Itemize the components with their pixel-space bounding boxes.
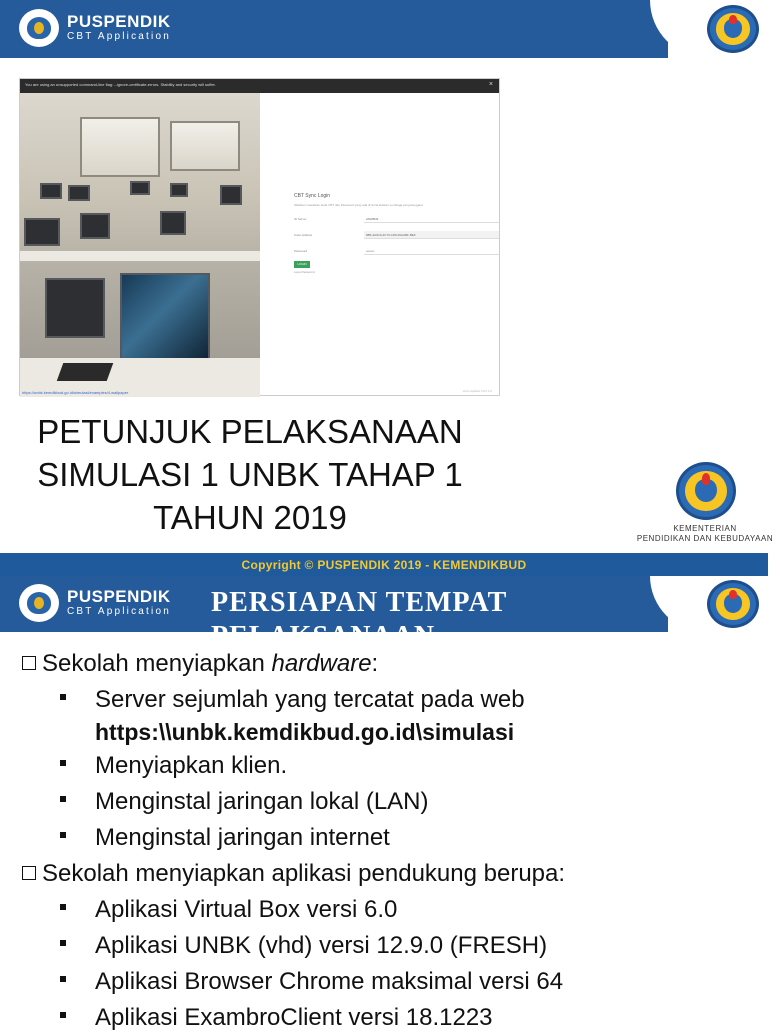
checkbox-bullet-icon	[22, 866, 36, 880]
kemendikbud-logo-icon	[676, 462, 736, 520]
list-item-url: https:\\unbk.kemdikbud.go.id\simulasi	[95, 719, 515, 745]
brand-subtitle: CBT Application	[67, 606, 171, 617]
list-item: Menginstal jaringan internet	[22, 820, 752, 856]
login-form-title: CBT Sync Login	[294, 193, 331, 199]
login-field-app-code: Kode Aplikasi 9B5-4A3C9-4C73-CD6-00AABF-BEF	[294, 231, 499, 240]
slide-1-title	[0, 410, 500, 539]
cbt-login-screenshot	[19, 78, 500, 396]
checkbox-bullet-icon	[22, 656, 36, 670]
header-curve	[650, 0, 710, 58]
list-item: Aplikasi Browser Chrome maksimal versi 64	[22, 964, 752, 1000]
bullet-list	[22, 646, 752, 1036]
square-bullet-icon	[60, 832, 66, 838]
computer-lab-photo	[20, 93, 260, 397]
square-bullet-icon	[60, 904, 66, 910]
list-item: Aplikasi UNBK (vhd) versi 12.9.0 (FRESH)	[22, 928, 752, 964]
title-line: PETUNJUK PELAKSANAAN	[37, 413, 463, 450]
square-bullet-icon	[60, 796, 66, 802]
list-item: Sekolah menyiapkan aplikasi pendukung berupa:	[22, 856, 752, 892]
title-line: SIMULASI 1 UNBK TAHAP 1	[37, 456, 463, 493]
photo-source-link: https://unbk.kemdikbud.go.id/simulasi/examples/4.wallpaper	[22, 390, 129, 395]
ministry-name: KEMENTERIAN PENDIDIKAN DAN KEBUDAYAAN	[636, 524, 774, 543]
warning-text: You are using an unsupported command-line flag: --ignore-certificate-errors. Stability and security will suffer.	[25, 82, 216, 87]
list-item: Aplikasi Virtual Box versi 6.0	[22, 892, 752, 928]
login-field-password: Password ••••••••	[294, 247, 499, 256]
tut-wuri-handayani-logo-icon	[707, 5, 759, 53]
login-field-server-id: ID Server 2A00B43	[294, 215, 499, 224]
puspendik-logo	[19, 584, 171, 622]
slide-2	[0, 576, 768, 1031]
browser-warning-bar	[20, 79, 499, 93]
puspendik-logo	[19, 9, 171, 47]
copyright-text: Copyright © PUSPENDIK 2019 - KEMENDIKBUD	[241, 558, 527, 572]
list-item: Sekolah menyiapkan hardware:	[22, 646, 752, 682]
square-bullet-icon	[60, 694, 66, 700]
list-item: Server sejumlah yang tercatat pada web	[22, 682, 752, 718]
app-version: Versi Aplikasi 19.0.0.0	[462, 389, 492, 393]
login-form	[274, 93, 500, 397]
title-line: TAHUN 2019	[153, 499, 347, 536]
close-icon: ×	[488, 81, 493, 88]
list-item: Menyiapkan klien.	[22, 748, 752, 784]
brand-name: PUSPENDIK	[67, 12, 171, 31]
header-curve	[650, 576, 710, 632]
brand-name: PUSPENDIK	[67, 587, 171, 606]
login-button: LOGIN	[294, 261, 310, 268]
tut-wuri-handayani-logo-icon	[707, 580, 759, 628]
square-bullet-icon	[60, 940, 66, 946]
login-form-description: Silahkan masukkan kode CBT dan Password yang ada di Surat Edaran Lembaga penyelenggara	[294, 203, 423, 207]
square-bullet-icon	[60, 1012, 66, 1018]
slide-1-footer	[0, 553, 768, 576]
garuda-emblem-icon	[19, 584, 59, 622]
slide-2-title: PERSIAPAN TEMPAT PELAKSANAAN	[211, 587, 507, 652]
square-bullet-icon	[60, 976, 66, 982]
garuda-emblem-icon	[19, 9, 59, 47]
list-item: Menginstal jaringan lokal (LAN)	[22, 784, 752, 820]
forgot-password-link: Lupa Password	[294, 270, 315, 274]
brand-subtitle: CBT Application	[67, 31, 171, 42]
square-bullet-icon	[60, 760, 66, 766]
list-item: Aplikasi ExambroClient versi 18.1223	[22, 1000, 752, 1036]
